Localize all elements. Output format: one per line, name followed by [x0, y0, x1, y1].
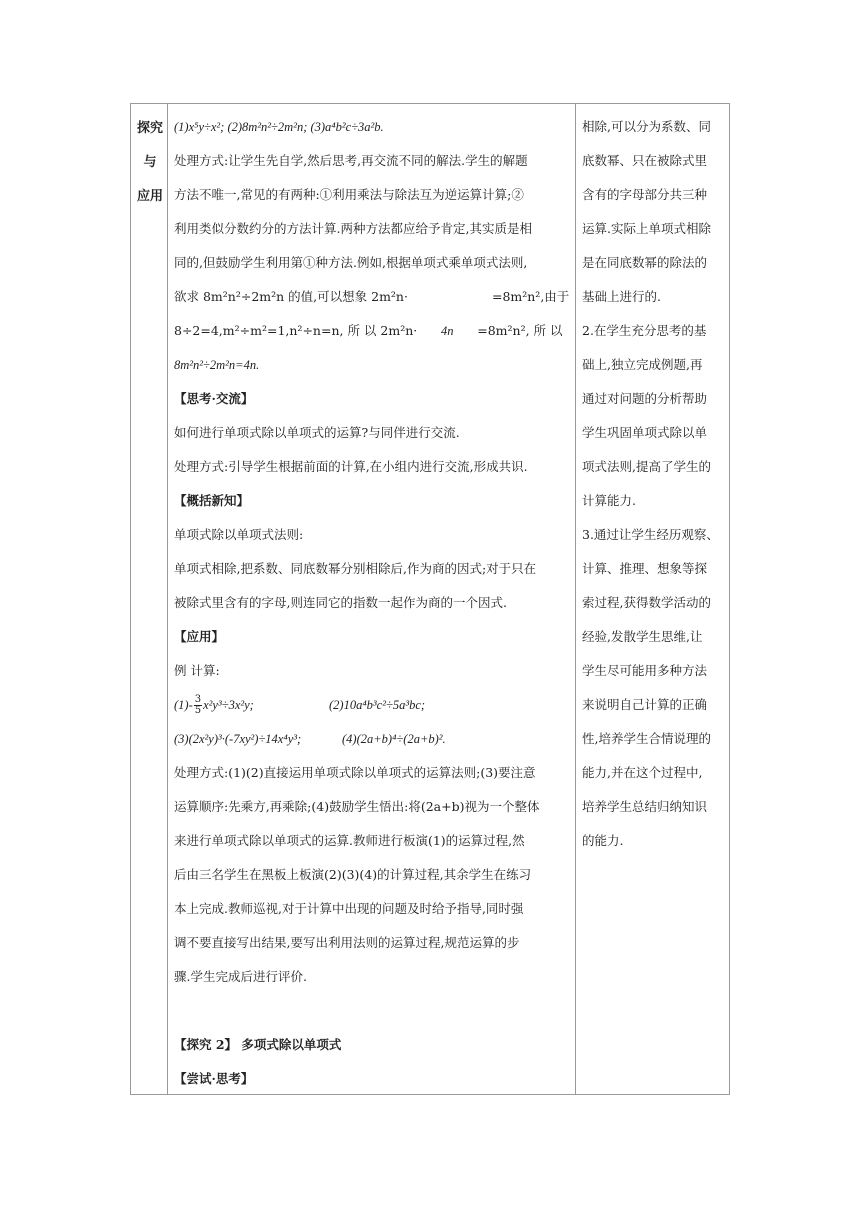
text-segment: 8÷2=4,m²÷m²=1,n²÷n=n, 所 以 2m²n· — [174, 323, 418, 338]
text-line: 单项式除以单项式法则: — [174, 527, 304, 542]
section-label — [135, 112, 165, 214]
exercise-line: (1)x⁵y÷x²; (2)8m²n²÷2m²n; (3)a⁴b²c÷3a²b. — [174, 120, 384, 134]
text-line-with-blank — [174, 280, 574, 314]
section-heading: 【应用】 — [174, 629, 225, 644]
text-line-with-answer — [174, 314, 574, 348]
section-heading: 【思考·交流】 — [174, 391, 254, 406]
example-3: (3)(2x²y)³·(-7xy²)÷14x⁴y³; — [174, 732, 302, 746]
note-line: 相除,可以分为系数、同 — [582, 119, 711, 134]
section-heading: 【概括新知】 — [174, 493, 250, 508]
label-line: 探究 — [136, 121, 163, 136]
example-2: (2)10a⁴b³c²÷5a³bc; — [329, 698, 426, 712]
text-line: 利用类似分数约分的方法计算.两种方法都应给予肯定,其实质是相 — [174, 221, 532, 236]
filled-blank: 4n — [417, 314, 477, 348]
note-line: 计算、推理、想象等探 — [582, 561, 708, 576]
text-line: 处理方式:让学生先自学,然后思考,再交流不同的解法.学生的解题 — [174, 153, 528, 168]
lesson-table — [130, 103, 730, 1095]
text-line: 处理方式:引导学生根据前面的计算,在小组内进行交流,形成共识. — [174, 459, 528, 474]
design-intent-column — [582, 110, 728, 858]
text-line: 处理方式:(1)(2)直接运用单项式除以单项式的运算法则;(3)要注意 — [174, 765, 536, 780]
example-1 — [174, 688, 329, 722]
column-divider-left — [167, 104, 168, 1094]
text-line: 例 计算: — [174, 663, 220, 678]
example-4: (4)(2a+b)⁴÷(2a+b)². — [342, 732, 446, 746]
note-line: 的能力. — [582, 833, 624, 848]
note-line: 运算.实际上单项式相除 — [582, 221, 711, 236]
text-line: 骤.学生完成后进行评价. — [174, 969, 307, 984]
note-line: 通过对问题的分析帮助 — [582, 391, 708, 406]
note-line: 能力,并在这个过程中, — [582, 765, 703, 780]
text-line: 调不要直接写出结果,要写出利用法则的运算过程,规范运算的步 — [174, 935, 520, 950]
fill-blank — [408, 280, 492, 314]
note-line: 计算能力. — [582, 493, 636, 508]
example-line — [174, 722, 574, 756]
teaching-process-column — [174, 110, 574, 1096]
note-line: 基础上进行的. — [582, 289, 661, 304]
note-line: 性,培养学生合情说理的 — [582, 731, 711, 746]
text-line: 方法不唯一,常见的有两种:①利用乘法与除法互为逆运算计算;② — [174, 187, 524, 202]
text-line: 被除式里含有的字母,则连同它的指数一起作为商的一个因式. — [174, 595, 507, 610]
section-heading: 【尝试·思考】 — [174, 1071, 254, 1086]
note-line: 索过程,获得数学活动的 — [582, 595, 711, 610]
text-line: 同的,但鼓励学生利用第①种方法.例如,根据单项式乘单项式法则, — [174, 255, 528, 270]
column-divider-right — [575, 104, 576, 1094]
note-line: 底数幂、只在被除式里 — [582, 153, 708, 168]
fraction-denominator: 5 — [194, 705, 202, 716]
text-segment: 欲求 8m²n²÷2m²n 的值,可以想象 2m²n· — [174, 289, 408, 304]
section-heading: 【探究 2】 多项式除以单项式 — [174, 1037, 342, 1052]
text-line: 单项式相除,把系数、同底数幂分别相除后,作为商的因式;对于只在 — [174, 561, 537, 576]
note-line: 础上,独立完成例题,再 — [582, 357, 703, 372]
text-line: 后由三名学生在黑板上板演(2)(3)(4)的计算过程,其余学生在练习 — [174, 867, 532, 882]
math-text: x²y³÷3x²y; — [203, 698, 254, 712]
text-segment: =8m²n², 所 以 — [477, 323, 563, 338]
text-line: 本上完成.教师巡视,对于计算中出现的问题及时给予指导,同时强 — [174, 901, 524, 916]
label-line: 应用 — [136, 189, 163, 204]
note-line: 是在同底数幂的除法的 — [582, 255, 708, 270]
note-line: 经验,发散学生思维,让 — [582, 629, 703, 644]
text-line: 来进行单项式除以单项式的运算.教师进行板演(1)的运算过程,然 — [174, 833, 525, 848]
note-line: 2.在学生充分思考的基 — [582, 323, 707, 338]
math-text: (1)- — [174, 698, 193, 712]
fraction — [194, 695, 202, 716]
note-line: 学生巩固单项式除以单 — [582, 425, 708, 440]
text-line: 运算顺序:先乘方,再乘除;(4)鼓励学生悟出:将(2a+b)视为一个整体 — [174, 799, 540, 814]
spacer — [174, 994, 574, 1028]
note-line: 来说明自己计算的正确 — [582, 697, 708, 712]
text-line: 如何进行单项式除以单项式的运算?与同伴进行交流. — [174, 425, 460, 440]
text-line: 8m²n²÷2m²n=4n. — [174, 358, 260, 372]
note-line: 含有的字母部分共三种 — [582, 187, 708, 202]
text-segment: =8m²n²,由于 — [491, 289, 570, 304]
label-line: 与 — [143, 155, 157, 170]
example-line — [174, 688, 574, 722]
note-line: 学生尽可能用多种方法 — [582, 663, 708, 678]
note-line: 项式法则,提高了学生的 — [582, 459, 711, 474]
fraction-numerator: 3 — [194, 694, 202, 705]
note-line: 3.通过让学生经历观察、 — [582, 527, 719, 542]
note-line: 培养学生总结归纳知识 — [582, 799, 708, 814]
